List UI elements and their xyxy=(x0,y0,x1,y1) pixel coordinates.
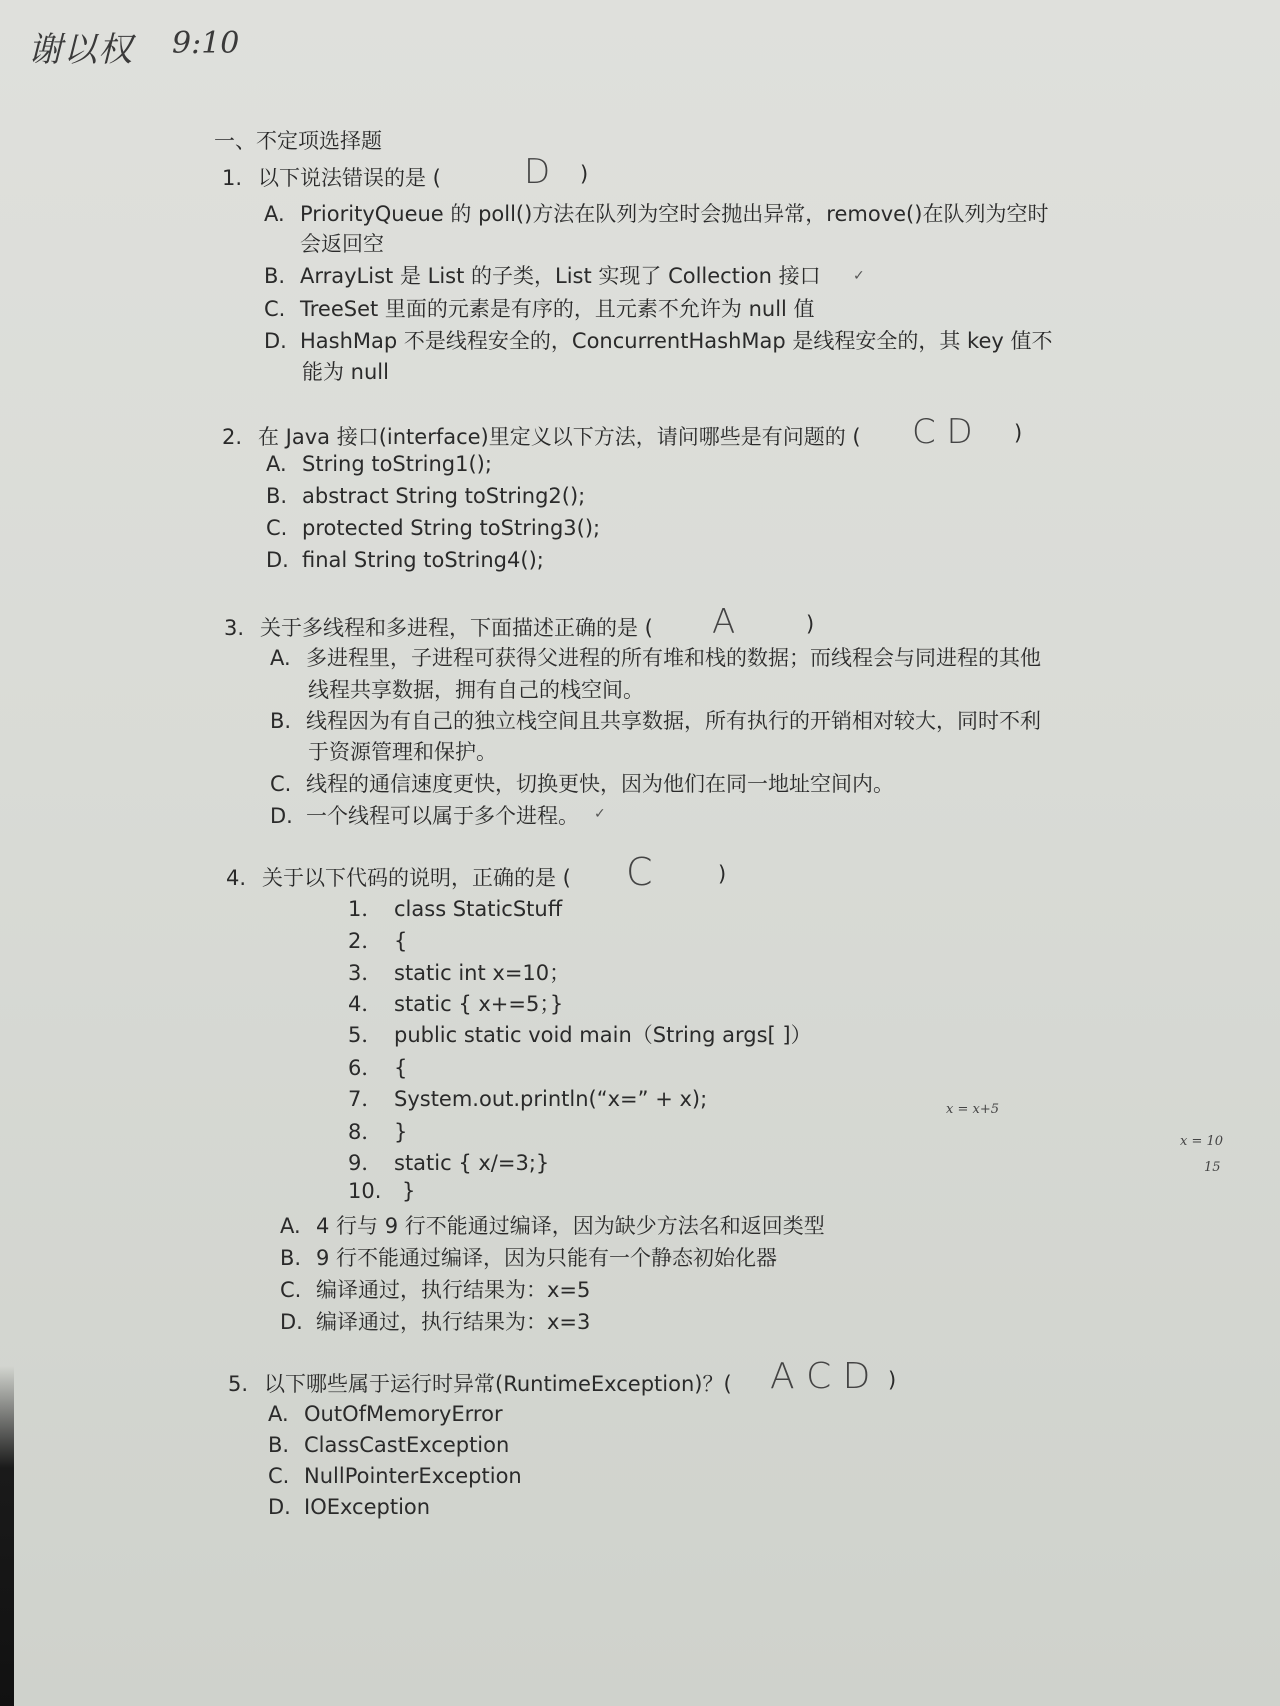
answer-q4: C xyxy=(626,850,653,894)
option-label: D. xyxy=(264,329,287,353)
section-title: 一、不定项选择题 xyxy=(214,129,382,153)
question-number: 5. xyxy=(228,1372,249,1396)
option-d xyxy=(280,1306,590,1336)
code-line-5 xyxy=(348,1019,812,1049)
option-label: B. xyxy=(268,1433,290,1457)
answer-q3: A xyxy=(712,602,736,642)
option-b xyxy=(280,1242,777,1272)
option-text: NullPointerException xyxy=(304,1464,522,1488)
option-c xyxy=(268,1464,522,1488)
option-a-continued: 线程共享数据，拥有自己的栈空间。 xyxy=(308,678,644,702)
question-1-stem xyxy=(222,162,441,192)
option-label: D. xyxy=(280,1310,303,1334)
photo-edge-shadow xyxy=(0,1366,14,1706)
option-c xyxy=(280,1274,590,1304)
code-line-3 xyxy=(348,957,570,987)
option-label: A. xyxy=(270,646,291,670)
option-d xyxy=(264,325,1053,355)
option-label: D. xyxy=(268,1495,291,1519)
option-text: String toString1(); xyxy=(302,452,492,476)
option-text: ClassCastException xyxy=(304,1433,510,1457)
code-text: { xyxy=(394,929,408,953)
margin-note-2b: 15 xyxy=(1204,1160,1221,1175)
option-b xyxy=(264,260,821,290)
code-line-8 xyxy=(348,1116,407,1146)
question-text: 关于以下代码的说明，正确的是 ( xyxy=(262,866,571,890)
margin-note-2a: x = 10 xyxy=(1180,1134,1224,1149)
code-line-number: 9． xyxy=(348,1151,383,1175)
option-d xyxy=(270,800,579,830)
code-text: public static void main（String args[ ]） xyxy=(394,1023,812,1047)
option-label: A. xyxy=(268,1402,289,1426)
check-mark-icon: ✓ xyxy=(594,806,606,822)
question-text: 以下说法错误的是 ( xyxy=(258,166,441,190)
option-text: 4 行与 9 行不能通过编译，因为缺少方法名和返回类型 xyxy=(316,1214,825,1238)
option-b xyxy=(270,705,1041,735)
option-a-continued: 会返回空 xyxy=(300,232,384,256)
close-paren: ) xyxy=(806,612,815,636)
code-line-number: 2． xyxy=(348,929,383,953)
option-a xyxy=(270,642,1041,672)
option-label: C. xyxy=(280,1278,302,1302)
option-label: A. xyxy=(264,202,285,226)
option-c xyxy=(266,516,600,540)
option-text: PriorityQueue 的 poll()方法在队列为空时会抛出异常，remove()在队列为空时 xyxy=(300,202,1049,226)
option-text: HashMap 不是线程安全的，ConcurrentHashMap 是线程安全的，其 key 值不 xyxy=(300,329,1053,353)
code-line-number: 10. xyxy=(348,1179,382,1203)
code-text: { xyxy=(394,1056,408,1080)
handwritten-time: 9:10 xyxy=(172,26,240,61)
question-number: 2. xyxy=(222,425,243,449)
option-text: final String toString4(); xyxy=(302,548,544,572)
question-5-stem xyxy=(228,1368,732,1398)
question-text: 关于多线程和多进程，下面描述正确的是 ( xyxy=(260,616,653,640)
code-line-number: 1． xyxy=(348,897,383,921)
code-line-number: 3． xyxy=(348,961,383,985)
option-label: D. xyxy=(266,548,289,572)
answer-q5: A C D xyxy=(770,1356,871,1397)
option-text: abstract String toString2(); xyxy=(302,484,586,508)
code-text: } xyxy=(402,1179,416,1203)
option-a xyxy=(280,1210,825,1240)
option-b-continued: 于资源管理和保护。 xyxy=(308,740,497,764)
code-text: static { x+=5；} xyxy=(394,992,564,1016)
question-number: 4. xyxy=(226,866,247,890)
check-mark-icon: ✓ xyxy=(853,268,865,284)
option-label: A. xyxy=(266,452,287,476)
code-line-4 xyxy=(348,988,563,1018)
code-line-number: 8． xyxy=(348,1120,383,1144)
code-line-10 xyxy=(348,1179,415,1203)
code-line-9 xyxy=(348,1147,549,1177)
option-b xyxy=(266,484,585,508)
option-text: IOException xyxy=(304,1495,431,1519)
code-line-7 xyxy=(348,1083,707,1113)
option-a xyxy=(268,1402,503,1426)
question-number: 1. xyxy=(222,166,243,190)
option-label: B. xyxy=(270,709,292,733)
code-text: static { x/=3;} xyxy=(394,1151,550,1175)
code-line-number: 6． xyxy=(348,1056,383,1080)
code-line-2 xyxy=(348,925,407,955)
option-text: ArrayList 是 List 的子类，List 实现了 Collection 接口 xyxy=(300,264,821,288)
option-text: protected String toString3(); xyxy=(302,516,601,540)
close-paren: ) xyxy=(1014,421,1023,445)
option-c xyxy=(264,293,815,323)
handwritten-name: 谢以权 xyxy=(28,30,133,70)
code-text: static int x=10； xyxy=(394,961,571,985)
option-text: 一个线程可以属于多个进程。 xyxy=(306,804,579,828)
option-label: A. xyxy=(280,1214,301,1238)
option-b xyxy=(268,1433,509,1457)
code-line-number: 4． xyxy=(348,992,383,1016)
question-number: 3. xyxy=(224,616,245,640)
option-a xyxy=(264,198,1048,228)
question-2-stem xyxy=(222,421,861,451)
option-label: C. xyxy=(268,1464,290,1488)
question-text: 以下哪些属于运行时异常(RuntimeException)？( xyxy=(264,1372,732,1396)
close-paren: ) xyxy=(888,1368,897,1392)
code-line-number: 5． xyxy=(348,1023,383,1047)
option-d xyxy=(268,1495,430,1519)
option-label: B. xyxy=(280,1246,302,1270)
answer-q2: C D xyxy=(912,412,973,452)
option-label: C. xyxy=(270,772,292,796)
option-label: C. xyxy=(264,297,286,321)
option-label: D. xyxy=(270,804,293,828)
answer-q1: D xyxy=(524,152,551,192)
option-label: C. xyxy=(266,516,288,540)
option-text: 编译通过，执行结果为：x=3 xyxy=(316,1310,591,1334)
option-text: OutOfMemoryError xyxy=(304,1402,503,1426)
option-text: 多进程里，子进程可获得父进程的所有堆和栈的数据；而线程会与同进程的其他 xyxy=(306,646,1041,670)
code-line-number: 7． xyxy=(348,1087,383,1111)
option-text: 9 行不能通过编译，因为只能有一个静态初始化器 xyxy=(316,1246,778,1270)
option-d xyxy=(266,548,544,572)
code-line-6 xyxy=(348,1052,407,1082)
option-text: TreeSet 里面的元素是有序的，且元素不允许为 null 值 xyxy=(300,297,815,321)
option-text: 编译通过，执行结果为：x=5 xyxy=(316,1278,591,1302)
option-text: 线程因为有自己的独立栈空间且共享数据，所有执行的开销相对较大，同时不利 xyxy=(306,709,1041,733)
option-c xyxy=(270,768,894,798)
question-3-stem xyxy=(224,612,653,642)
option-a xyxy=(266,452,492,476)
option-label: B. xyxy=(266,484,288,508)
question-4-stem xyxy=(226,862,571,892)
close-paren: ) xyxy=(718,862,727,886)
option-text: 线程的通信速度更快，切换更快，因为他们在同一地址空间内。 xyxy=(306,772,894,796)
margin-note-1: x = x+5 xyxy=(946,1102,999,1117)
option-label: B. xyxy=(264,264,286,288)
code-text: class StaticStuff xyxy=(394,897,563,921)
code-line-1 xyxy=(348,893,562,923)
code-text: } xyxy=(394,1120,408,1144)
option-d-continued: 能为 null xyxy=(302,360,389,384)
code-text: System.out.println(“x=” + x); xyxy=(394,1087,708,1111)
close-paren: ) xyxy=(580,162,589,186)
question-text: 在 Java 接口(interface)里定义以下方法，请问哪些是有问题的 ( xyxy=(258,425,861,449)
